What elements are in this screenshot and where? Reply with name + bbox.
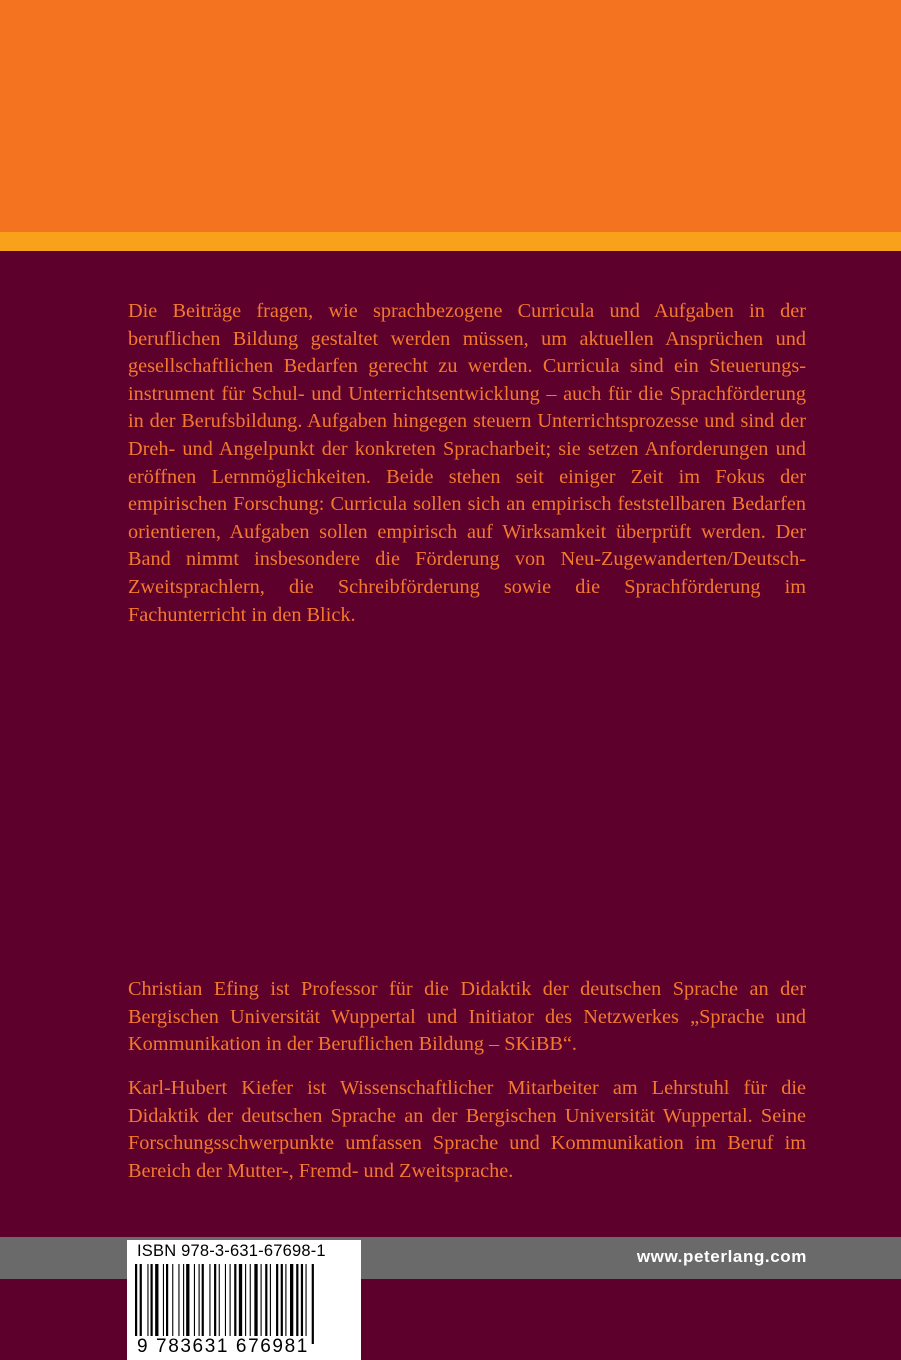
barcode-stripe: [265, 1264, 267, 1344]
barcode-stripe: [225, 1264, 226, 1344]
barcode-stripe: [151, 1264, 153, 1344]
barcode-bars: [127, 1264, 361, 1344]
barcode-stripe: [290, 1264, 293, 1344]
barcode-stripe: [140, 1264, 142, 1344]
barcode-stripe: [194, 1264, 195, 1344]
barcode-stripe: [202, 1264, 204, 1344]
barcode-stripe: [245, 1264, 246, 1344]
barcode-stripe: [234, 1264, 236, 1344]
barcode-stripe: [254, 1264, 257, 1344]
barcode-stripe: [281, 1264, 283, 1344]
author-bio-kiefer-text: Karl-Hubert Kiefer ist Wissenschaftlicher Mitarbeiter am Lehrstuhl für die Didaktik der deutschen Sprache an der Bergischen Universität Wuppertal. Seine Forschungsschwerpunkte umfassen Sprache und Kommunikation im Beruf im Bereich der Mutter-, Fremd- und Zweitsprache.: [128, 1077, 806, 1182]
barcode-stripe: [219, 1264, 220, 1344]
publisher-website[interactable]: www.peterlang.com: [636, 1247, 807, 1266]
barcode-stripe: [306, 1264, 307, 1344]
author-bio-kiefer: [128, 1075, 806, 1185]
author-bio-efing-text: Christian Efing ist Professor für die Didaktik der deutschen Sprache an der Bergischen Universität Wuppertal und Initiator des Netzwerkes „Sprache und Kommunikation in der Beruflichen Bildung – SKiBB“.: [128, 978, 806, 1056]
isbn-barcode: [127, 1240, 361, 1360]
barcode-stripe: [312, 1264, 314, 1344]
barcode-stripe: [199, 1264, 200, 1344]
barcode-stripe: [250, 1264, 251, 1344]
barcode-stripe: [301, 1264, 303, 1344]
barcode-stripe: [276, 1264, 278, 1344]
barcode-stripe: [239, 1264, 242, 1344]
barcode-stripe: [147, 1264, 148, 1344]
description-text: Die Beiträge fragen, wie sprachbezogene Curricula und Aufgaben in der beruflichen Bildung gestaltet werden müssen, um aktuellen Ansprüchen und gesellschaftlichen Bedarfen gerecht zu werden. Curricula sind ein Steuerungsinstrument für Schul- und Unterrichtsentwicklung – auch für die Sprachförderung in der Berufsbildung. Aufgaben hingegen steuern Unterrichtsprozesse und sind der Dreh- und Angelpunkt der konkreten Spracharbeit; sie setzen Anforderungen und eröffnen Lernmöglichkeiten. Beide stehen seit einiger Zeit im Fokus der empirischen Forschung: Curricula sollen sich an empirisch feststellbaren Bedarfen orientieren, Aufgaben sollen empirisch auf Wirksamkeit überprüft werden. Der Band nimmt insbesondere die Förderung von Neu-Zugewanderten/Deutsch-Zweitsprachlern, die Schreibförderung sowie die Sprachförderung im Fachunterricht in den Blick.: [128, 300, 806, 626]
barcode-stripe: [135, 1264, 137, 1344]
barcode-stripe: [186, 1264, 189, 1344]
barcode-stripe: [155, 1264, 158, 1344]
top-color-band: [0, 0, 901, 232]
barcode-stripe: [163, 1264, 164, 1344]
barcode-stripe: [261, 1264, 262, 1344]
accent-strip: [0, 232, 901, 251]
barcode-stripe: [178, 1264, 179, 1344]
author-bio-efing: [128, 976, 806, 1059]
barcode-stripe: [285, 1264, 286, 1344]
barcode-stripe: [214, 1264, 216, 1344]
book-description: [128, 298, 806, 629]
barcode-stripe: [209, 1264, 210, 1344]
barcode-stripe: [230, 1264, 231, 1344]
barcode-stripe: [296, 1264, 298, 1344]
barcode-stripe: [172, 1264, 173, 1344]
barcode-digits: 9 783631 676981: [137, 1336, 309, 1357]
barcode-stripe: [183, 1264, 184, 1344]
isbn-label: ISBN 978-3-631-67698-1: [137, 1242, 326, 1260]
barcode-stripe: [166, 1264, 168, 1344]
barcode-stripe: [270, 1264, 271, 1344]
